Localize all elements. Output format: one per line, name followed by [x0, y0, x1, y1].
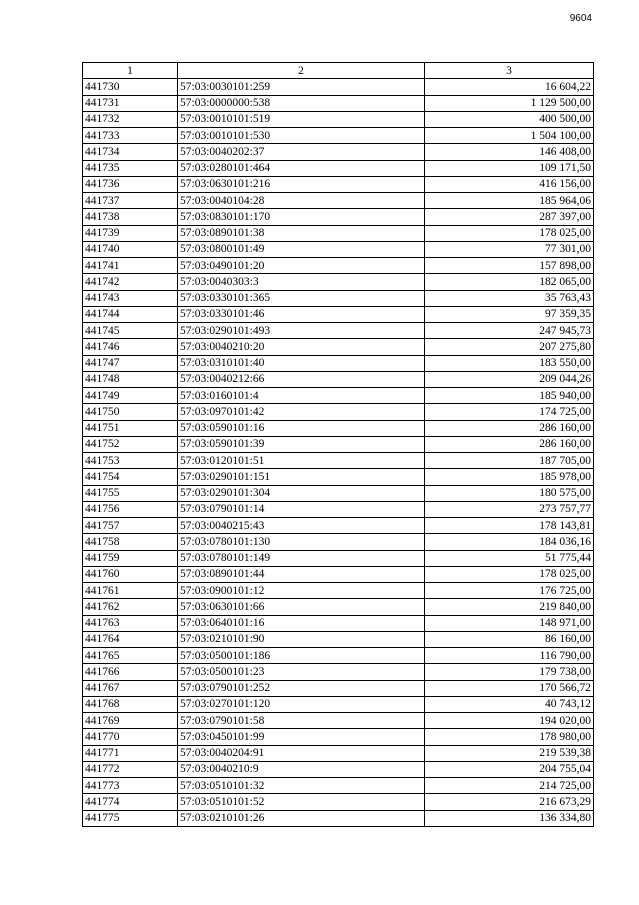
cadastral-number-cell: 57:03:0290101:493: [178, 323, 425, 339]
table-row: [83, 355, 594, 371]
value-cell: 178 025,00: [425, 566, 594, 582]
row-code-cell: 441744: [83, 306, 178, 322]
value-cell: 247 945,73: [425, 323, 594, 339]
value-cell: 219 840,00: [425, 599, 594, 615]
value-cell: 214 725,00: [425, 778, 594, 794]
row-code-cell: 441742: [83, 274, 178, 290]
value-cell: 400 500,00: [425, 111, 594, 127]
row-code-cell: 441738: [83, 209, 178, 225]
cadastral-number-cell: 57:03:0970101:42: [178, 404, 425, 420]
data-table: [82, 62, 594, 827]
table-row: [83, 485, 594, 501]
row-code-cell: 441740: [83, 241, 178, 257]
row-code-cell: 441775: [83, 810, 178, 826]
value-cell: 273 757,77: [425, 501, 594, 517]
value-cell: 40 743,12: [425, 696, 594, 712]
row-code-cell: 441743: [83, 290, 178, 306]
value-cell: 286 160,00: [425, 436, 594, 452]
row-code-cell: 441750: [83, 404, 178, 420]
table-row: [83, 745, 594, 761]
row-code-cell: 441745: [83, 323, 178, 339]
row-code-cell: 441755: [83, 485, 178, 501]
value-cell: 185 940,00: [425, 388, 594, 404]
table-row: [83, 388, 594, 404]
row-code-cell: 441771: [83, 745, 178, 761]
cadastral-number-cell: 57:03:0590101:16: [178, 420, 425, 436]
row-code-cell: 441754: [83, 469, 178, 485]
table-row: [83, 79, 594, 95]
cadastral-number-cell: 57:03:0500101:186: [178, 648, 425, 664]
table-row: [83, 696, 594, 712]
value-cell: 204 755,04: [425, 761, 594, 777]
cadastral-number-cell: 57:03:0160101:4: [178, 388, 425, 404]
cadastral-number-cell: 57:03:0890101:44: [178, 566, 425, 582]
cadastral-number-cell: 57:03:0330101:46: [178, 306, 425, 322]
value-cell: 287 397,00: [425, 209, 594, 225]
table-row: [83, 241, 594, 257]
cadastral-number-cell: 57:03:0040215:43: [178, 518, 425, 534]
table-row: [83, 518, 594, 534]
table-row: [83, 420, 594, 436]
row-code-cell: 441756: [83, 501, 178, 517]
table-row: [83, 323, 594, 339]
value-cell: 77 301,00: [425, 241, 594, 257]
row-code-cell: 441730: [83, 79, 178, 95]
column-header-3: 3: [425, 63, 594, 79]
cadastral-number-cell: 57:03:0800101:49: [178, 241, 425, 257]
table-row: [83, 810, 594, 826]
cadastral-number-cell: 57:03:0040212:66: [178, 371, 425, 387]
value-cell: 185 978,00: [425, 469, 594, 485]
value-cell: 116 790,00: [425, 648, 594, 664]
value-cell: 184 036,16: [425, 534, 594, 550]
table-row: [83, 128, 594, 144]
table-row: [83, 631, 594, 647]
value-cell: 97 359,35: [425, 306, 594, 322]
value-cell: 174 725,00: [425, 404, 594, 420]
value-cell: 219 539,38: [425, 745, 594, 761]
value-cell: 178 143,81: [425, 518, 594, 534]
value-cell: 207 275,80: [425, 339, 594, 355]
table-row: [83, 290, 594, 306]
value-cell: 209 044,26: [425, 371, 594, 387]
row-code-cell: 441763: [83, 615, 178, 631]
value-cell: 157 898,00: [425, 258, 594, 274]
value-cell: 1 504 100,00: [425, 128, 594, 144]
cadastral-number-cell: 57:03:0330101:365: [178, 290, 425, 306]
value-cell: 416 156,00: [425, 176, 594, 192]
table-row: [83, 274, 594, 290]
row-code-cell: 441746: [83, 339, 178, 355]
value-cell: 148 971,00: [425, 615, 594, 631]
table-row: [83, 680, 594, 696]
cadastral-number-cell: 57:03:0890101:38: [178, 225, 425, 241]
row-code-cell: 441736: [83, 176, 178, 192]
value-cell: 185 964,06: [425, 193, 594, 209]
cadastral-number-cell: 57:03:0790101:14: [178, 501, 425, 517]
value-cell: 1 129 500,00: [425, 95, 594, 111]
table-row: [83, 583, 594, 599]
table-row: [83, 664, 594, 680]
value-cell: 51 775,44: [425, 550, 594, 566]
row-code-cell: 441761: [83, 583, 178, 599]
row-code-cell: 441733: [83, 128, 178, 144]
table-row: [83, 144, 594, 160]
cadastral-number-cell: 57:03:0830101:170: [178, 209, 425, 225]
table-row: [83, 794, 594, 810]
cadastral-number-cell: 57:03:0510101:32: [178, 778, 425, 794]
value-cell: 194 020,00: [425, 713, 594, 729]
cadastral-number-cell: 57:03:0040202:37: [178, 144, 425, 160]
cadastral-number-cell: 57:03:0790101:58: [178, 713, 425, 729]
row-code-cell: 441741: [83, 258, 178, 274]
column-header-1: 1: [83, 63, 178, 79]
value-cell: 16 604,22: [425, 79, 594, 95]
value-cell: 178 980,00: [425, 729, 594, 745]
table-row: [83, 469, 594, 485]
row-code-cell: 441735: [83, 160, 178, 176]
table-row: [83, 404, 594, 420]
row-code-cell: 441766: [83, 664, 178, 680]
table-row: [83, 258, 594, 274]
row-code-cell: 441774: [83, 794, 178, 810]
row-code-cell: 441751: [83, 420, 178, 436]
table-row: [83, 209, 594, 225]
cadastral-number-cell: 57:03:0010101:530: [178, 128, 425, 144]
header-row: [83, 63, 594, 79]
cadastral-number-cell: 57:03:0040210:9: [178, 761, 425, 777]
cadastral-number-cell: 57:03:0450101:99: [178, 729, 425, 745]
cadastral-number-cell: 57:03:0630101:216: [178, 176, 425, 192]
column-header-2: 2: [178, 63, 425, 79]
table-header: [83, 63, 594, 79]
table-row: [83, 95, 594, 111]
table-row: [83, 306, 594, 322]
cadastral-number-cell: 57:03:0030101:259: [178, 79, 425, 95]
value-cell: 178 025,00: [425, 225, 594, 241]
value-cell: 35 763,43: [425, 290, 594, 306]
cadastral-number-cell: 57:03:0290101:304: [178, 485, 425, 501]
value-cell: 86 160,00: [425, 631, 594, 647]
cadastral-number-cell: 57:03:0630101:66: [178, 599, 425, 615]
table-row: [83, 193, 594, 209]
cadastral-number-cell: 57:03:0780101:149: [178, 550, 425, 566]
table-row: [83, 615, 594, 631]
cadastral-number-cell: 57:03:0310101:40: [178, 355, 425, 371]
cadastral-number-cell: 57:03:0210101:90: [178, 631, 425, 647]
cadastral-number-cell: 57:03:0790101:252: [178, 680, 425, 696]
row-code-cell: 441772: [83, 761, 178, 777]
table-row: [83, 534, 594, 550]
cadastral-number-cell: 57:03:0500101:23: [178, 664, 425, 680]
table-row: [83, 713, 594, 729]
row-code-cell: 441737: [83, 193, 178, 209]
value-cell: 180 575,00: [425, 485, 594, 501]
row-code-cell: 441758: [83, 534, 178, 550]
row-code-cell: 441760: [83, 566, 178, 582]
cadastral-number-cell: 57:03:0040303:3: [178, 274, 425, 290]
row-code-cell: 441767: [83, 680, 178, 696]
cadastral-number-cell: 57:03:0010101:519: [178, 111, 425, 127]
row-code-cell: 441747: [83, 355, 178, 371]
row-code-cell: 441739: [83, 225, 178, 241]
cadastral-number-cell: 57:03:0780101:130: [178, 534, 425, 550]
value-cell: 183 550,00: [425, 355, 594, 371]
table-row: [83, 761, 594, 777]
cadastral-number-cell: 57:03:0640101:16: [178, 615, 425, 631]
cadastral-number-cell: 57:03:0000000:538: [178, 95, 425, 111]
row-code-cell: 441753: [83, 453, 178, 469]
table-row: [83, 550, 594, 566]
row-code-cell: 441762: [83, 599, 178, 615]
table-body: [83, 79, 594, 827]
value-cell: 176 725,00: [425, 583, 594, 599]
row-code-cell: 441768: [83, 696, 178, 712]
value-cell: 146 408,00: [425, 144, 594, 160]
table-row: [83, 648, 594, 664]
table-row: [83, 111, 594, 127]
row-code-cell: 441773: [83, 778, 178, 794]
value-cell: 170 566,72: [425, 680, 594, 696]
cadastral-number-cell: 57:03:0210101:26: [178, 810, 425, 826]
row-code-cell: 441749: [83, 388, 178, 404]
table-row: [83, 501, 594, 517]
row-code-cell: 441759: [83, 550, 178, 566]
cadastral-number-cell: 57:03:0120101:51: [178, 453, 425, 469]
row-code-cell: 441748: [83, 371, 178, 387]
table-row: [83, 729, 594, 745]
cadastral-number-cell: 57:03:0290101:151: [178, 469, 425, 485]
cadastral-number-cell: 57:03:0040204:91: [178, 745, 425, 761]
table-row: [83, 599, 594, 615]
cadastral-number-cell: 57:03:0040210:20: [178, 339, 425, 355]
row-code-cell: 441770: [83, 729, 178, 745]
table-row: [83, 371, 594, 387]
table-row: [83, 778, 594, 794]
value-cell: 109 171,50: [425, 160, 594, 176]
table-row: [83, 453, 594, 469]
row-code-cell: 441764: [83, 631, 178, 647]
table-row: [83, 566, 594, 582]
table-row: [83, 225, 594, 241]
row-code-cell: 441769: [83, 713, 178, 729]
page-number: 9604: [569, 13, 592, 24]
row-code-cell: 441732: [83, 111, 178, 127]
row-code-cell: 441734: [83, 144, 178, 160]
value-cell: 182 065,00: [425, 274, 594, 290]
value-cell: 216 673,29: [425, 794, 594, 810]
cadastral-number-cell: 57:03:0490101:20: [178, 258, 425, 274]
cadastral-number-cell: 57:03:0900101:12: [178, 583, 425, 599]
row-code-cell: 441757: [83, 518, 178, 534]
table-row: [83, 176, 594, 192]
table-row: [83, 436, 594, 452]
cadastral-number-cell: 57:03:0510101:52: [178, 794, 425, 810]
row-code-cell: 441765: [83, 648, 178, 664]
value-cell: 286 160,00: [425, 420, 594, 436]
value-cell: 179 738,00: [425, 664, 594, 680]
cadastral-number-cell: 57:03:0270101:120: [178, 696, 425, 712]
row-code-cell: 441752: [83, 436, 178, 452]
cadastral-number-cell: 57:03:0280101:464: [178, 160, 425, 176]
value-cell: 187 705,00: [425, 453, 594, 469]
cadastral-number-cell: 57:03:0590101:39: [178, 436, 425, 452]
table-row: [83, 160, 594, 176]
row-code-cell: 441731: [83, 95, 178, 111]
table-row: [83, 339, 594, 355]
value-cell: 136 334,80: [425, 810, 594, 826]
cadastral-number-cell: 57:03:0040104:28: [178, 193, 425, 209]
